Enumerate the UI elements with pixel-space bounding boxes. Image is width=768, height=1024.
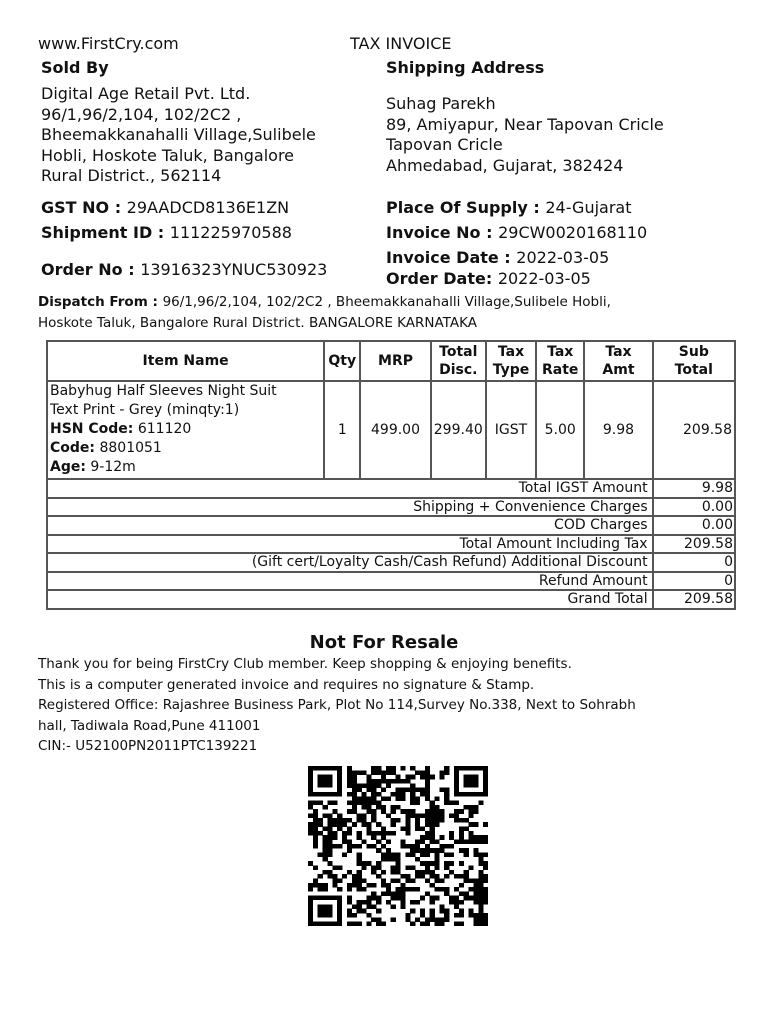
column-header-item-name: Item Name [47,341,324,381]
place-of-supply-label: Place Of Supply : [386,198,546,217]
order-date-value: 2022-03-05 [497,269,591,288]
product-code-label: Code: [50,440,96,456]
invoice-number-value: 29CW0020168110 [498,223,648,242]
seller-address-line: Rural District., 562114 [41,166,222,185]
column-header-qty: Qty [324,341,360,381]
summary-label: COD Charges [47,516,653,535]
seller-address-line: Bheemakkanahalli Village,Sulibele [41,125,316,144]
item-tax-amt: 9.98 [584,381,652,479]
order-date [386,269,591,290]
header-line: Amt [602,362,635,378]
column-header-total-disc [431,341,486,381]
column-header-sub-total [653,341,735,381]
summary-row [47,516,735,535]
header-line: Sub [678,344,709,360]
summary-row [47,553,735,572]
summary-row [47,498,735,517]
header-line: Tax [547,344,574,360]
invoice-date [386,248,609,269]
order-number-value: 13916323YNUC530923 [140,260,328,279]
summary-value: 0.00 [653,498,735,517]
order-date-label: Order Date: [386,269,498,288]
summary-row [47,590,735,609]
hsn-code [50,420,321,439]
order-number [41,260,327,281]
gst-label: GST NO : [41,198,127,217]
dispatch-from [38,292,611,333]
seller-address-line: Digital Age Retail Pvt. Ltd. [41,84,251,103]
column-header-mrp: MRP [360,341,430,381]
item-tax-type: IGST [486,381,536,479]
age-range [50,458,321,477]
summary-label: Shipping + Convenience Charges [47,498,653,517]
product-code-value: 8801051 [95,440,162,456]
seller-address-line: Hobli, Hoskote Taluk, Bangalore [41,145,295,165]
item-qty: 1 [324,381,360,479]
shipping-address-line: 89, Amiyapur, Near Tapovan Cricle [386,114,664,134]
summary-label: Refund Amount [47,572,653,591]
not-for-resale-heading: Not For Resale [309,632,459,653]
shipment-id [41,223,292,244]
age-label: Age: [50,459,86,475]
gst-number [41,198,289,219]
summary-value: 9.98 [653,479,735,498]
site-url: www.FirstCry.com [38,34,179,53]
shipment-id-label: Shipment ID : [41,223,170,242]
invoice-number-label: Invoice No : [386,223,499,242]
hsn-code-label: HSN Code: [50,421,134,437]
item-name-line: Text Print - Grey (minqty:1) [50,402,240,418]
dispatch-address-line: 96/1,96/2,104, 102/2C2 , Bheemakkanahalli Village,Sulibele Hobli, [162,294,611,310]
qr-code [308,766,488,926]
invoice-date-label: Invoice Date : [386,248,517,267]
age-value: 9-12m [85,459,136,475]
header-line: Rate [542,362,579,378]
shipping-address-line: Tapovan Cricle [386,135,503,154]
invoice-table [46,340,736,610]
table-row [47,381,735,479]
place-of-supply [386,198,632,219]
summary-label: Total Amount Including Tax [47,535,653,554]
footer-notes [38,654,636,757]
document-title: TAX INVOICE [350,34,452,53]
header-line: Disc. [439,362,478,378]
summary-value: 209.58 [653,535,735,554]
header-line: Tax [605,344,632,360]
table-header-row [47,341,735,381]
shipment-id-value: 111225970588 [169,223,292,242]
dispatch-from-label: Dispatch From : [38,294,163,310]
gst-value: 29AADCD8136E1ZN [126,198,290,217]
column-header-tax-amt [584,341,652,381]
place-of-supply-value: 24-Gujarat [545,198,632,217]
item-name-line: Babyhug Half Sleeves Night Suit [50,383,277,399]
summary-label: Total IGST Amount [47,479,653,498]
item-sub-total: 209.58 [653,381,735,479]
summary-row [47,572,735,591]
product-code [50,439,321,458]
summary-value: 209.58 [653,590,735,609]
shipping-address-line: Suhag Parekh [386,94,496,113]
column-header-tax-type [486,341,536,381]
shipping-address-line: Ahmedabad, Gujarat, 382424 [386,155,624,175]
header-line: Type [492,362,530,378]
header-line: Total [439,344,478,360]
thanks-note: Thank you for being FirstCry Club member. Keep shopping & enjoying benefits. [38,656,572,672]
registered-office-line: Registered Office: Rajashree Business Park, Plot No 114,Survey No.338, Next to Sohrabh [38,697,636,713]
hsn-code-value: 611120 [133,421,192,437]
seller-address-line: 96/1,96/2,104, 102/2C2 , [41,104,242,124]
summary-value: 0 [653,553,735,572]
shipping-address [386,94,664,176]
dispatch-address-line: Hoskote Taluk, Bangalore Rural District. BANGALORE KARNATAKA [38,314,477,331]
summary-label: (Gift cert/Loyalty Cash/Cash Refund) Additional Discount [47,553,653,572]
item-mrp: 499.00 [360,381,430,479]
cin-number: CIN:- U52100PN2011PTC139221 [38,738,258,754]
column-header-tax-rate [536,341,584,381]
registered-office-line: hall, Tadiwala Road,Pune 411001 [38,717,261,734]
invoice-number [386,223,647,244]
summary-value: 0 [653,572,735,591]
shipping-address-heading: Shipping Address [386,58,545,77]
computer-generated-note: This is a computer generated invoice and requires no signature & Stamp. [38,676,535,693]
order-number-label: Order No : [41,260,141,279]
header-line: Total [674,362,713,378]
item-total-disc: 299.40 [431,381,486,479]
header-line: Tax [497,344,525,360]
summary-value: 0.00 [653,516,735,535]
seller-address [41,84,316,187]
item-description [47,381,324,479]
summary-row [47,535,735,554]
invoice-date-value: 2022-03-05 [516,248,610,267]
summary-label: Grand Total [47,590,653,609]
sold-by-heading: Sold By [41,58,109,77]
summary-row [47,479,735,498]
item-tax-rate: 5.00 [536,381,584,479]
